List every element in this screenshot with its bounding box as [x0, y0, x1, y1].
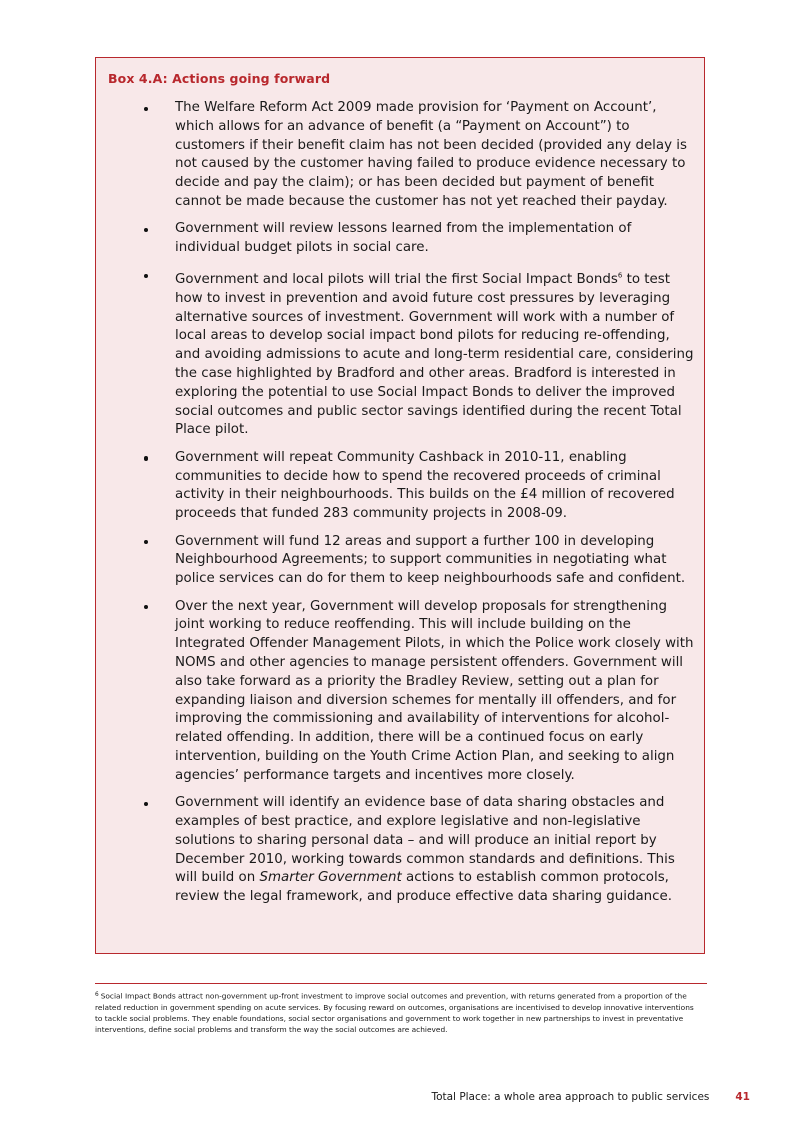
bullet-text: The Welfare Reform Act 2009 made provision for ‘Payment on Account’, which allows for an advance of benefit (a “Payment on Account”) to customers if their benefit claim has not been decided (provided any delay is not caused by the customer having failed to produce evidence necessary to decide and pay the claim); or has been decided but payment of benefit cannot be made because the customer has not yet reached their payday. — [175, 100, 687, 209]
bullet-dot-icon — [144, 107, 148, 111]
footer-title: Total Place: a whole area approach to public services — [431, 1091, 710, 1103]
publication-title: Smarter Government — [259, 870, 402, 886]
bullet-list — [96, 99, 704, 916]
bullet-dot-icon — [144, 456, 148, 460]
bullet-item — [96, 220, 704, 258]
footnote-divider — [95, 983, 707, 984]
footnote-text: Social Impact Bonds attract non-government up-front investment to improve social outcomes and prevention, with returns generated from a proportion of the related reduction in government spending on acute services. By focusing reward on outcomes, organisations are incentivised to develop innovative interventions to tackle social problems. They enable foundations, social sector organisations and government to work together in new partnerships to invest in preventative interventions, define social problems and transform the way the social outcomes are achieved. — [95, 991, 694, 1035]
bullet-text-part: actions to establish common protocols, review the legal framework, and produce effective data sharing guidance. — [175, 870, 673, 905]
bullet-dot-icon — [144, 274, 148, 278]
page-number: 41 — [735, 1091, 750, 1103]
bullet-text: Government will fund 12 areas and support a further 100 in developing Neighbourhood Agreements; to support communities in negotiating what police services can do for them to keep neighbourhoods safe and confident. — [175, 533, 686, 587]
bullet-dot-icon — [144, 228, 148, 232]
bullet-text-part: Government and local pilots will trial the first Social Impact Bonds — [175, 272, 618, 288]
footnote — [95, 990, 700, 1035]
footnote-marker: 6 — [95, 992, 99, 998]
bullet-item — [96, 267, 704, 441]
bullet-dot-icon — [144, 540, 148, 544]
bullet-text: Government will review lessons learned from the implementation of individual budget pilots in social care. — [175, 221, 632, 256]
bullet-text — [175, 795, 675, 904]
bullet-text: Over the next year, Government will develop proposals for strengthening joint working to reduce reoffending. This will include building on the Integrated Offender Management Pilots, in which the Police work closely with NOMS and other agencies to manage persistent offenders. Government will also take forward as a priority the Bradley Review, setting out a plan for expanding liaison and diversion schemes for mentally ill offenders, and for improving the commissioning and availability of interventions for alcohol-related offending. In addition, there will be a continued focus on early intervention, building on the Youth Crime Action Plan, and seeking to align agencies’ performance targets and incentives more closely. — [175, 598, 694, 783]
footnote-reference: 6 — [617, 271, 623, 280]
bullet-dot-icon — [144, 802, 148, 806]
bullet-item — [96, 598, 704, 786]
bullet-text-part: to test how to invest in prevention and avoid future cost pressures by leveraging alternative sources of investment. Government will work with a number of local areas to develop social impact bond pilots for reducing re-offending, and avoiding admissions to acute and long-term residential care, considering the case highlighted by Bradford and other areas. Bradford is interested in exploring the potential to use Social Impact Bonds to deliver the improved social outcomes and public sector savings identified during the recent Total Place pilot. — [175, 272, 694, 438]
box-title: Box 4.A: Actions going forward — [108, 71, 331, 86]
bullet-text — [175, 272, 694, 437]
bullet-dot-icon — [144, 605, 148, 609]
actions-box — [95, 57, 705, 954]
bullet-item — [96, 533, 704, 589]
bullet-item — [96, 99, 704, 212]
bullet-item — [96, 449, 704, 524]
bullet-text: Government will repeat Community Cashback in 2010-11, enabling communities to decide how to spend the recovered proceeds of criminal activity in their neighbourhoods. This builds on the £4 million of recovered proceeds that funded 283 community projects in 2008-09. — [175, 449, 675, 522]
bullet-text-part: Government will identify an evidence base of data sharing obstacles and examples of best practice, and explore legislative and non-legislative solutions to sharing personal data – and will produce an initial report by December 2010, working towards common standards and definitions. This will build on — [175, 795, 675, 886]
page-footer — [0, 1091, 750, 1103]
bullet-item — [96, 794, 704, 907]
